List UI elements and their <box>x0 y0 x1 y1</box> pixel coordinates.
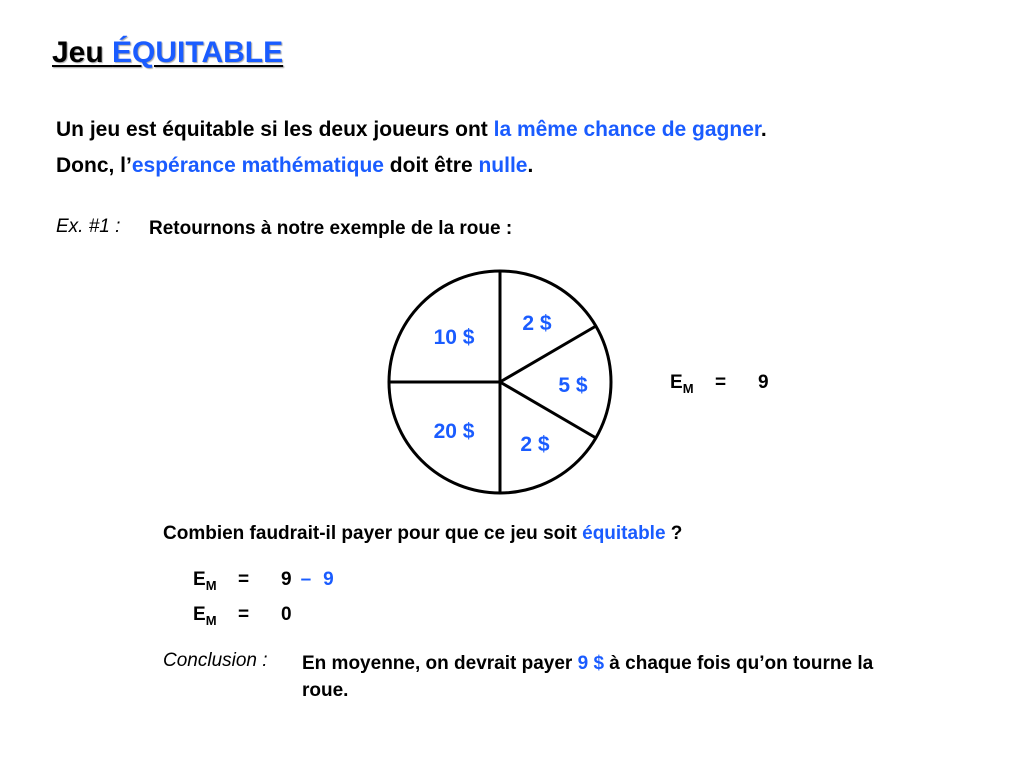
em-equals: = <box>715 372 727 393</box>
calc-2-equals: = <box>238 604 250 625</box>
calc-1-value-2: 9 <box>323 569 334 590</box>
intro-line-2-highlight-1: espérance mathématique <box>131 154 384 177</box>
question-highlight: équitable <box>582 523 666 544</box>
title-prefix: Jeu <box>52 36 113 69</box>
conclusion-label: Conclusion : <box>163 650 268 671</box>
conclusion-text-after: à chaque fois qu’on tourne la roue. <box>302 653 874 701</box>
em-symbol <box>670 372 715 396</box>
intro-line-1-end: . <box>760 118 767 141</box>
title-highlight: ÉQUITABLE <box>112 36 284 69</box>
calc-line-1 <box>193 569 334 593</box>
calc-1-symbol <box>193 569 238 593</box>
em-value: 9 <box>758 372 769 393</box>
intro-line-1 <box>56 118 767 142</box>
intro-line-2-mid: doit être <box>383 154 479 177</box>
conclusion-text <box>302 650 922 704</box>
em-symbol-subscript: M <box>682 380 694 396</box>
expected-value-result <box>670 372 769 396</box>
example-label: Ex. #1 : <box>56 216 121 237</box>
calc-2-symbol-letter: E <box>193 604 206 625</box>
wheel-diagram <box>380 262 620 502</box>
calc-1-symbol-subscript: M <box>205 577 217 593</box>
calc-1-operator: – <box>300 569 312 590</box>
calc-1-value: 9 <box>281 569 292 590</box>
wheel-segment-label: 10 $ <box>433 326 475 349</box>
intro-line-2-end: . <box>527 154 534 177</box>
calc-line-2 <box>193 604 292 628</box>
intro-line-2-text: Donc, l’ <box>56 154 132 177</box>
question-end: ? <box>665 523 683 544</box>
question-text <box>163 523 682 545</box>
conclusion-highlight: 9 $ <box>577 653 605 674</box>
intro-line-1-text: Un jeu est équitable si les deux joueurs ont <box>56 118 494 141</box>
wheel-segment-label: 2 $ <box>520 433 550 456</box>
calc-2-value: 0 <box>281 604 292 625</box>
calc-1-equals: = <box>238 569 250 590</box>
intro-line-1-highlight: la même chance de gagner <box>493 118 761 141</box>
conclusion-text-before: En moyenne, on devrait payer <box>302 653 578 674</box>
question-main: Combien faudrait-il payer pour que ce jeu soit <box>163 523 583 544</box>
wheel-segment-label: 5 $ <box>558 374 588 397</box>
calc-2-symbol <box>193 604 238 628</box>
page-title <box>52 36 283 70</box>
calc-1-symbol-letter: E <box>193 569 206 590</box>
wheel-segment-label: 20 $ <box>433 420 475 443</box>
wheel-segment-label: 2 $ <box>522 312 552 335</box>
intro-line-2-highlight-2: nulle <box>478 154 528 177</box>
calc-2-symbol-subscript: M <box>205 612 217 628</box>
example-text: Retournons à notre exemple de la roue : <box>149 218 513 239</box>
em-symbol-letter: E <box>670 372 683 393</box>
intro-line-2 <box>56 154 533 178</box>
